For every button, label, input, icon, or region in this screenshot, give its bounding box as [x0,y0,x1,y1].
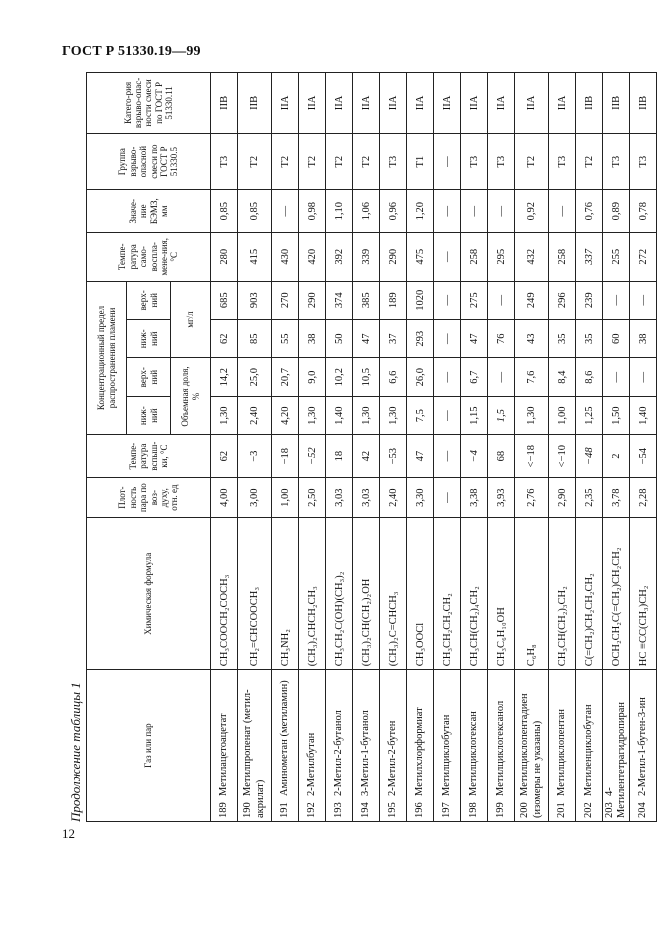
cell-upper-mg: 239 [576,281,603,319]
cell-formula: CH₃CH₂C(OH)(CH₃)₂ [326,518,353,670]
cell-upper-mg: 685 [211,281,238,319]
cell-lower-vol: 7,5 [407,396,434,434]
col-upper-mg-header: верх-ний [127,281,171,319]
table-continuation-label: Продолжение таблицы 1 [68,682,83,822]
col-gas-header: Газ или пар [87,670,211,822]
rotated-content [64,72,649,822]
cell-density: 2,90 [549,477,576,517]
cell-name [549,670,576,822]
cell-formula: CH₂=CHCOOCH₃ [238,518,272,670]
cell-group: Т2 [299,133,326,190]
row-number: 195 [386,802,398,818]
cell-name [630,670,657,822]
cell-mesg: — [488,190,515,233]
cell-autoign: 272 [630,232,657,281]
table-row [353,73,380,822]
cell-autoign: 255 [603,232,630,281]
cell-mesg: 0,89 [603,190,630,233]
cell-mesg: 1,06 [353,190,380,233]
cell-flash: <−10 [549,435,576,478]
cell-upper-mg: 270 [272,281,299,319]
cell-density: 3,03 [326,477,353,517]
cell-formula: (CH₃)₂CH(CH₂)₂OH [353,518,380,670]
cell-lower-mg: 293 [407,320,434,358]
cell-group: Т2 [238,133,272,190]
table-row [576,73,603,822]
cell-category: IIВ [603,73,630,134]
cell-group: Т3 [380,133,407,190]
cell-mesg: 0,96 [380,190,407,233]
cell-group: Т3 [549,133,576,190]
cell-density: 3,38 [461,477,488,517]
cell-upper-vol: — [488,358,515,396]
cell-formula: (CH₃)₂C=CHCH₃ [380,518,407,670]
cell-category: IIА [380,73,407,134]
cell-upper-mg: — [434,281,461,319]
hazard-table [86,72,657,822]
cell-lower-vol: 1,30 [380,396,407,434]
cell-flash: <−18 [515,435,549,478]
row-number: 201 [555,802,567,818]
row-number: 194 [359,802,371,818]
cell-name [326,670,353,822]
cell-mesg: 0,85 [211,190,238,233]
col-upper-vol-header: верх-ний [127,358,171,396]
cell-upper-vol: 8,4 [549,358,576,396]
cell-category: IIА [461,73,488,134]
cell-upper-mg: — [603,281,630,319]
row-number: 189 [217,802,229,818]
cell-upper-mg: 189 [380,281,407,319]
cell-autoign: 475 [407,232,434,281]
cell-lower-vol: 1,5 [488,396,515,434]
col-vol-unit-header: Объемная доля, % [171,358,211,435]
cell-name [461,670,488,822]
cell-group: Т2 [272,133,299,190]
cell-name [576,670,603,822]
cell-density: 3,03 [353,477,380,517]
cell-name [434,670,461,822]
gas-name: Метиленциклобутан [582,704,594,796]
cell-formula: CH₃OOCl [407,518,434,670]
cell-lower-mg: 43 [515,320,549,358]
cell-category: IIВ [630,73,657,134]
row-number: 191 [278,802,290,818]
cell-autoign: 290 [380,232,407,281]
col-lower-vol-header: ниж-ний [127,396,171,434]
cell-density: 4,00 [211,477,238,517]
cell-category: IIА [326,73,353,134]
gas-name: 2-Метил-2-бутанол [332,710,344,796]
cell-name [407,670,434,822]
cell-density: 3,00 [238,477,272,517]
cell-lower-vol: — [434,396,461,434]
cell-flash: 2 [603,435,630,478]
cell-lower-vol: 1,30 [211,396,238,434]
cell-lower-mg: 38 [299,320,326,358]
cell-category: IIВ [238,73,272,134]
gas-name: 2-Метил-2-бутен [386,720,398,796]
row-number: 197 [440,802,452,818]
cell-upper-vol: 6,7 [461,358,488,396]
row-number: 204 [637,802,649,818]
cell-group: Т2 [326,133,353,190]
cell-group: Т1 [407,133,434,190]
table-row [407,73,434,822]
cell-group: Т2 [353,133,380,190]
cell-category: IIА [549,73,576,134]
cell-mesg: 0,76 [576,190,603,233]
cell-autoign: — [434,232,461,281]
cell-mesg: 0,98 [299,190,326,233]
cell-flash: −53 [380,435,407,478]
cell-name [515,670,549,822]
row-number: 199 [494,802,506,818]
col-flash-header: Темпе-ратура вспыш-ки, °С [87,435,211,478]
cell-lower-mg: 35 [576,320,603,358]
gas-name: Метилциклогексан [467,711,479,796]
table-row [434,73,461,822]
cell-group: Т2 [515,133,549,190]
cell-formula: HC ≡CC(CH₃)CH₂ [630,518,657,670]
cell-formula: CH₃CH(CH₂)₃CH₂ [549,518,576,670]
cell-flash: 68 [488,435,515,478]
col-formula-header: Химическая формула [87,518,211,670]
cell-flash: −18 [272,435,299,478]
cell-upper-mg: 296 [549,281,576,319]
cell-upper-mg: 1020 [407,281,434,319]
cell-upper-mg: 290 [299,281,326,319]
cell-flash: −52 [299,435,326,478]
cell-category: IIА [488,73,515,134]
cell-flash: 42 [353,435,380,478]
cell-name [211,670,238,822]
table-row [488,73,515,822]
cell-upper-vol: 25,0 [238,358,272,396]
cell-density: — [434,477,461,517]
cell-formula: (CH₃)₂CHCH₂CH₃ [299,518,326,670]
cell-name [380,670,407,822]
cell-density: 2,76 [515,477,549,517]
cell-name [603,670,630,822]
cell-flash: — [434,435,461,478]
cell-autoign: 258 [461,232,488,281]
cell-upper-vol: — [630,358,657,396]
cell-density: 3,30 [407,477,434,517]
table-row [380,73,407,822]
cell-flash: −54 [630,435,657,478]
cell-upper-mg: 385 [353,281,380,319]
cell-density: 3,78 [603,477,630,517]
cell-upper-vol: 14,2 [211,358,238,396]
cell-lower-mg: 55 [272,320,299,358]
table-row [326,73,353,822]
cell-lower-mg: — [434,320,461,358]
cell-formula: CH₃C₆H₁₀OH [488,518,515,670]
cell-mesg: 0,92 [515,190,549,233]
cell-lower-vol: 1,30 [353,396,380,434]
gas-name: Метилциклобутан [440,714,452,796]
col-category-header: Катего-рия взрыво-опас-ности смеси по ГОСТ Р 51330.11 [87,73,211,134]
cell-mesg: 0,85 [238,190,272,233]
gas-name: Метилхлорформиат [413,707,425,796]
row-number: 202 [582,802,594,818]
cell-name [272,670,299,822]
gas-name: Метилацетоацетат [217,713,229,796]
document-header: ГОСТ Р 51330.19—99 [62,44,201,59]
cell-lower-mg: 37 [380,320,407,358]
gas-name: Метилпропенат (метил-акрилат) [242,689,266,818]
cell-lower-vol: 1,00 [549,396,576,434]
cell-formula: OCH₂CH₂C(=CH₂)CH₂CH₂ [603,518,630,670]
gas-name: 4-Метилентетрагидропиран [604,702,628,818]
cell-upper-mg: — [488,281,515,319]
cell-lower-vol: 1,50 [603,396,630,434]
row-number: 193 [332,802,344,818]
cell-lower-vol: 1,40 [326,396,353,434]
cell-mesg: 0,78 [630,190,657,233]
cell-density: 2,28 [630,477,657,517]
table-row [299,73,326,822]
cell-category: IIА [272,73,299,134]
cell-formula: CH₃NH₂ [272,518,299,670]
cell-flash: −4 [461,435,488,478]
cell-autoign: 339 [353,232,380,281]
cell-category: IIА [434,73,461,134]
gas-name: 2-Метилбутан [305,732,317,796]
cell-upper-vol: 20,7 [272,358,299,396]
cell-category: IIВ [211,73,238,134]
cell-flash: −48 [576,435,603,478]
row-number: 203 [604,802,615,818]
cell-formula: CH₃COOCH₂COCH₃ [211,518,238,670]
cell-mesg: 1,10 [326,190,353,233]
cell-upper-vol: 8,6 [576,358,603,396]
cell-mesg: — [272,190,299,233]
gas-name: 2-Метил-1-бутен-3-ин [637,697,649,796]
cell-category: IIА [299,73,326,134]
cell-density: 3,93 [488,477,515,517]
table-row [515,73,549,822]
cell-upper-mg: 275 [461,281,488,319]
cell-name [488,670,515,822]
col-mg-unit-header: мг/л [171,281,211,358]
cell-name [299,670,326,822]
table-row [630,73,657,822]
cell-upper-mg: 374 [326,281,353,319]
cell-upper-vol: — [603,358,630,396]
table-row [603,73,630,822]
cell-density: 2,35 [576,477,603,517]
col-conc-header: Концентрационный предел распространения пламени [87,281,127,435]
cell-lower-vol: 2,40 [238,396,272,434]
cell-group: Т3 [603,133,630,190]
cell-autoign: 258 [549,232,576,281]
cell-flash: 47 [407,435,434,478]
cell-formula: CH₃CH₂CH₂CH₂ [434,518,461,670]
cell-lower-mg: 47 [461,320,488,358]
col-density-header: Плот-ность пара по воз-духу, отн. ед [87,477,211,517]
cell-lower-mg: 47 [353,320,380,358]
cell-lower-vol: 1,40 [630,396,657,434]
cell-group: Т2 [576,133,603,190]
rotated-table-area [64,72,649,822]
cell-lower-mg: 62 [211,320,238,358]
table-row [461,73,488,822]
col-autoign-header: Темпе-ратура само-воспла-мене-ния, °С [87,232,211,281]
cell-mesg: 1,20 [407,190,434,233]
table-row [272,73,299,822]
cell-formula: C₆H₈ [515,518,549,670]
row-number: 200 [519,802,531,818]
cell-autoign: 337 [576,232,603,281]
cell-upper-vol: 9,0 [299,358,326,396]
gas-name: Аминометан (метиламин) [278,680,290,796]
gas-name: Метилциклопентадиен (изомеры не указаны) [519,693,543,818]
cell-lower-vol: 1,30 [515,396,549,434]
page-number: 12 [62,826,75,841]
cell-upper-vol: 7,6 [515,358,549,396]
gas-name: 3-Метил-1-бутанол [359,710,371,796]
cell-group: Т3 [461,133,488,190]
cell-upper-mg: 249 [515,281,549,319]
cell-lower-mg: 35 [549,320,576,358]
cell-category: IIВ [576,73,603,134]
cell-category: IIА [353,73,380,134]
col-group-header: Группа взрыво-опасной смеси по ГОСТ Р 51330.5 [87,133,211,190]
cell-flash: 62 [211,435,238,478]
cell-autoign: 392 [326,232,353,281]
cell-formula: C(=CH₂)CH₂CH₂CH₂ [576,518,603,670]
cell-lower-mg: 38 [630,320,657,358]
row-number: 190 [242,802,254,818]
cell-autoign: 415 [238,232,272,281]
cell-density: 1,00 [272,477,299,517]
cell-autoign: 280 [211,232,238,281]
table-row [549,73,576,822]
row-number: 198 [467,802,479,818]
cell-density: 2,40 [380,477,407,517]
cell-upper-vol: 6,6 [380,358,407,396]
cell-upper-mg: 903 [238,281,272,319]
cell-group: Т3 [488,133,515,190]
row-number: 196 [413,802,425,818]
cell-group: Т3 [630,133,657,190]
cell-mesg: — [549,190,576,233]
cell-upper-vol: 10,5 [353,358,380,396]
cell-group: Т3 [211,133,238,190]
cell-lower-mg: 85 [238,320,272,358]
cell-lower-vol: 1,15 [461,396,488,434]
cell-autoign: 295 [488,232,515,281]
table-row [211,73,238,822]
cell-mesg: — [434,190,461,233]
cell-category: IIА [407,73,434,134]
row-number: 192 [305,802,317,818]
cell-autoign: 420 [299,232,326,281]
cell-density: 2,50 [299,477,326,517]
cell-lower-mg: 60 [603,320,630,358]
cell-lower-vol: 1,30 [299,396,326,434]
cell-group: — [434,133,461,190]
cell-lower-vol: 1,25 [576,396,603,434]
cell-lower-mg: 76 [488,320,515,358]
cell-autoign: 430 [272,232,299,281]
cell-category: IIА [515,73,549,134]
cell-lower-vol: 4,20 [272,396,299,434]
cell-autoign: 432 [515,232,549,281]
cell-upper-vol: 10,2 [326,358,353,396]
cell-lower-mg: 50 [326,320,353,358]
cell-mesg: — [461,190,488,233]
cell-upper-mg: — [630,281,657,319]
cell-upper-vol: — [434,358,461,396]
col-lower-mg-header: ниж-ний [127,320,171,358]
cell-name [353,670,380,822]
cell-formula: CH₃CH(CH₂)₄CH₂ [461,518,488,670]
cell-flash: 18 [326,435,353,478]
cell-flash: −3 [238,435,272,478]
cell-upper-vol: 26,0 [407,358,434,396]
col-mesg-header: Значе-ние БЭМЗ, мм [87,190,211,233]
gas-name: Метилциклопентан [555,708,567,796]
cell-name [238,670,272,822]
gas-name: Метилциклогексанол [494,700,506,796]
table-row [238,73,272,822]
